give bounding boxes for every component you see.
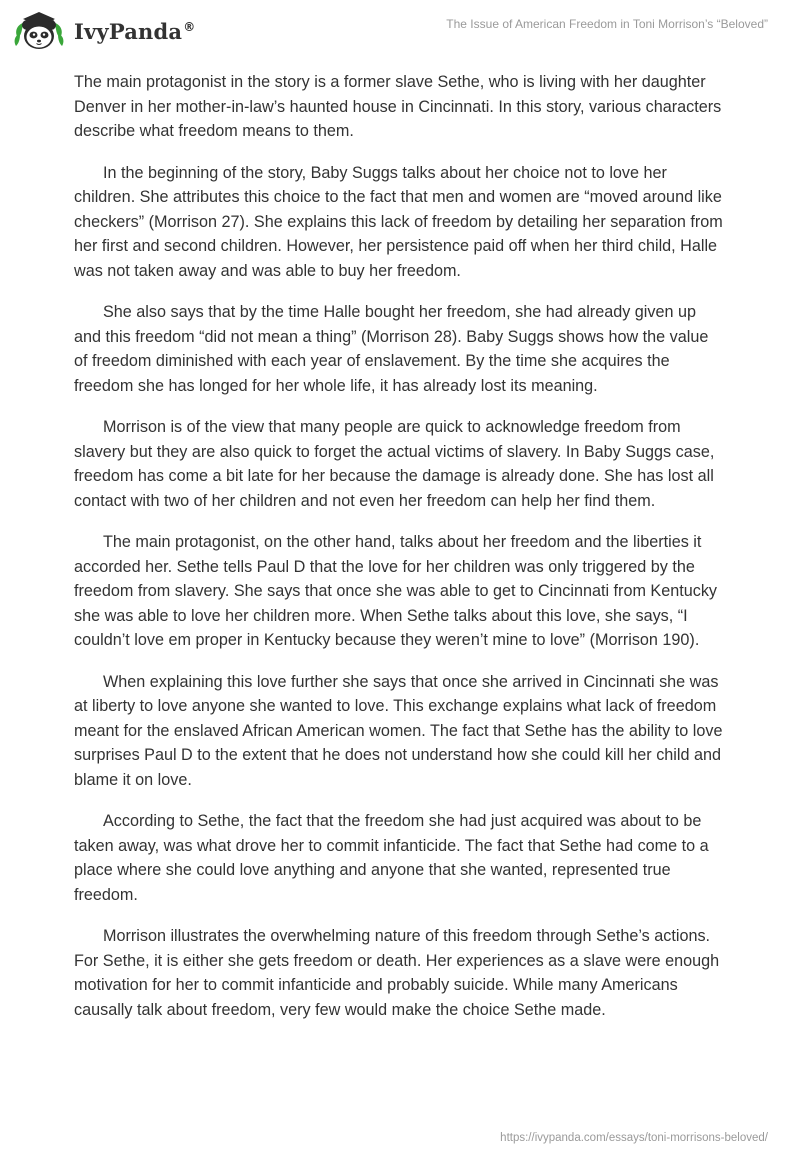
paragraph-7: According to Sethe, the fact that the freedom she had just acquired was about to be taken away, was what drove her to commit infanticide. The fact that Sethe had come to a place where she could love anything and anyone that she wanted, represented true freedom. [74,812,709,904]
essay-body [74,70,724,1039]
ivypanda-logo[interactable] [14,8,195,54]
page-header [0,0,800,60]
registered-mark: ® [183,19,196,34]
panda-graduation-cap-icon [14,8,64,54]
paragraph-2: In the beginning of the story, Baby Suggs talks about her choice not to love her children. She attributes this choice to the fact that men and women are “moved around like checkers” (Morrison 27). She explains this lack of freedom by detailing her separation from her first and second children. However, her persistence paid off when her third child, Halle was not taken away and was able to buy her freedom. [74,163,723,280]
source-url-link[interactable]: https://ivypanda.com/essays/toni-morrisons-beloved/ [500,1132,768,1144]
paragraph-4: Morrison is of the view that many people are quick to acknowledge freedom from slavery but they are also quick to forget the actual victims of slavery. In Baby Suggs case, freedom has come a bit late for her because the damage is already done. She has lost all contact with two of her children and not even her freedom can help her find them. [74,418,715,510]
paragraph-1: The main protagonist in the story is a former slave Sethe, who is living with her daughter Denver in her mother-in-law’s haunted house in Cincinnati. In this story, various characters describe what freedom means to them. [74,73,722,140]
paragraph-3: She also says that by the time Halle bought her freedom, she had already given up and this freedom “did not mean a thing” (Morrison 28). Baby Suggs shows how the value of freedom diminished with each year of enslavement. By the time she acquires the freedom she has longed for her whole life, it has already lost its meaning. [74,303,709,395]
paragraph-8: Morrison illustrates the overwhelming nature of this freedom through Sethe’s actions. For Sethe, it is either she gets freedom or death. Her experiences as a slave were enough motivation for her to commit infanticide and probably suicide. While many Americans causally talk about freedom, very few would make the choice Sethe made. [74,927,720,1019]
brand-name: IvyPanda® [74,18,196,44]
document-title: The Issue of American Freedom in Toni Morrison’s “Beloved” [446,17,768,31]
paragraph-5: The main protagonist, on the other hand, talks about her freedom and the liberties it accorded her. Sethe tells Paul D that the love for her children was only triggered by the freedom from slavery. She says that once she was able to get to Cincinnati from Kentucky she was able to love her children more. When Sethe talks about this love, she says, “I couldn’t love em proper in Kentucky because they weren’t mine to love” (Morrison 190). [74,533,718,649]
paragraph-6: When explaining this love further she says that once she arrived in Cincinnati she was at liberty to love anyone she wanted to love. This exchange explains what lack of freedom meant for the enslaved African American women. The fact that Sethe has the ability to love surprises Paul D to the extent that he does not understand how she could kill her child and blame it on love. [74,672,723,789]
